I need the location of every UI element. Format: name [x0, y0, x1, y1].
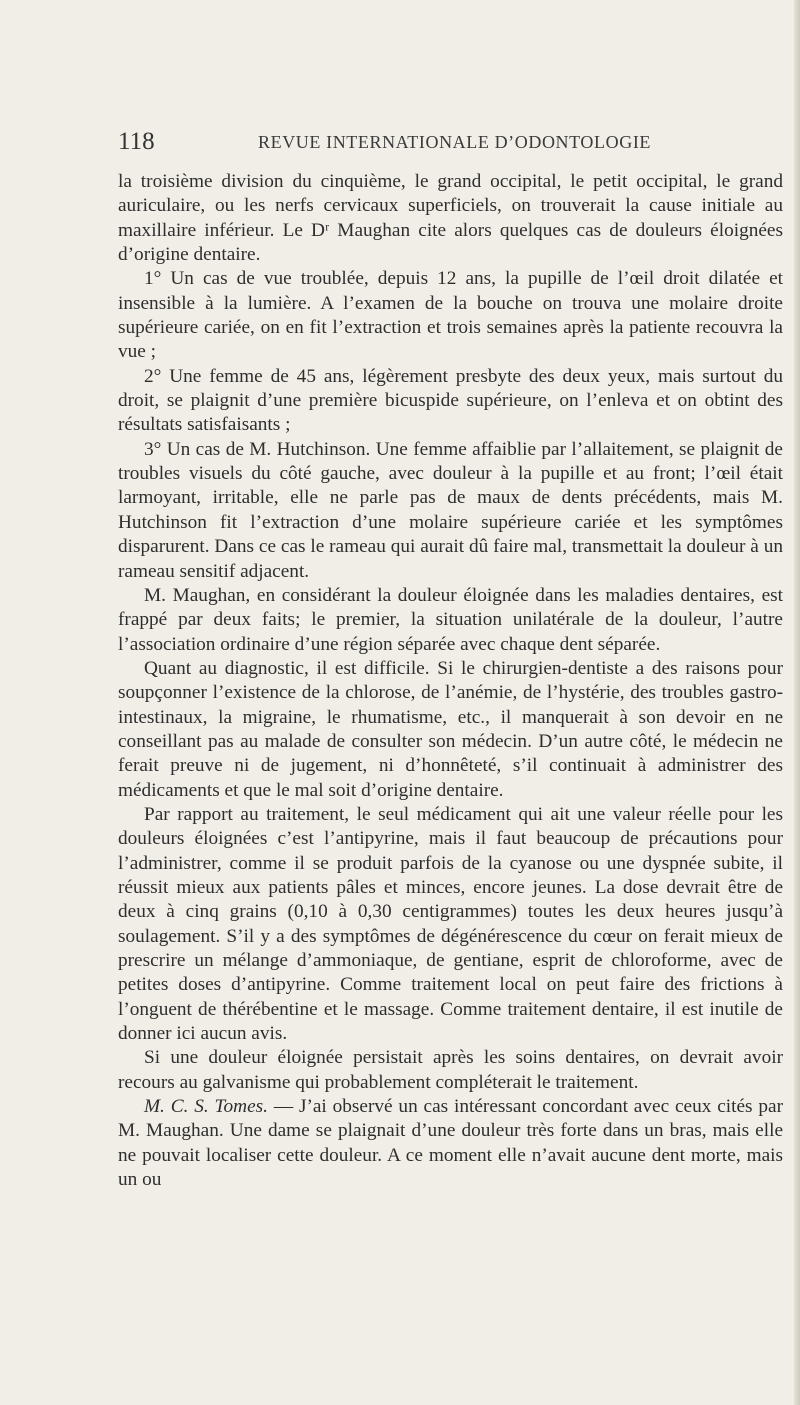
- paragraph: M. Maughan, en considérant la douleur éloignée dans les maladies dentaires, est frappé par deux faits; le premier, la situation unilatérale de la douleur, l’autre l’association ordinaire d’une région séparée avec chaque dent séparée.: [118, 584, 783, 655]
- paragraph: Quant au diagnostic, il est difficile. Si le chirurgien-dentiste a des raisons pour soupçonner l’existence de la chlorose, de l’anémie, de l’hystérie, des troubles gastro-intestinaux, la migraine, le rhumatisme, etc., il manquerait à son devoir en ne conseillant pas au malade de consulter son médecin. D’un autre côté, le médecin ne ferait preuve ni de jugement, ni d’honnêteté, s’il continuait à administrer des médicaments et que le mal soit d’origine dentaire.: [118, 657, 783, 801]
- paragraph: [118, 1095, 783, 1192]
- paragraph: Si une douleur éloignée persistait après les soins dentaires, on devrait avoir recours au galvanisme qui probablement compléterait le traitement.: [118, 1047, 783, 1093]
- page-header: [118, 128, 783, 154]
- paragraph: 2° Une femme de 45 ans, légèrement presbyte des deux yeux, mais surtout du droit, se plaignit d’une première bicuspide supérieure, on l’enleva et on obtint des résultats satisfaisants ;: [118, 365, 783, 436]
- paragraph: 3° Un cas de M. Hutchinson. Une femme affaiblie par l’allaitement, se plaignit de troubles visuels du côté gauche, avec douleur à la pupille et au front; l’œil était larmoyant, irritable, elle ne parle pas de maux de dents précédents, mais M. Hutchinson fit l’extraction d’une molaire supérieure cariée et les symptômes disparurent. Dans ce cas le rameau qui aurait dû faire mal, transmettait la douleur à un rameau sensitif adjacent.: [118, 438, 783, 582]
- paragraph: la troisième division du cinquième, le grand occipital, le petit occipital, le grand auriculaire, ou les nerfs cervicaux superficiels, on trouverait la cause initiale au maxillaire inférieur. Le Dʳ Maughan cite alors quelques cas de douleurs éloignées d’origine dentaire.: [118, 171, 783, 266]
- body-text: [118, 170, 783, 1192]
- paragraph: 1° Un cas de vue troublée, depuis 12 ans, la pupille de l’œil droit dilatée et insensible à la lumière. A l’examen de la bouche on trouva une molaire droite supérieure cariée, on en fit l’extraction et trois semaines après la patiente recouvra la vue ;: [118, 268, 783, 363]
- running-title: REVUE INTERNATIONALE D’ODONTOLOGIE: [258, 132, 652, 152]
- speaker-name: M. C. S. Tomes.: [144, 1096, 268, 1118]
- paragraph-text: — J’ai observé un cas intéressant concordant avec ceux cités par M. Maughan. Une dame se plaignait d’une douleur très forte dans un bras, mais elle ne pouvait localiser cette douleur. A ce moment elle n’avait aucune dent morte, mais un ou: [118, 1096, 784, 1191]
- page-edge: [794, 0, 800, 1405]
- paragraph: Par rapport au traitement, le seul médicament qui ait une valeur réelle pour les douleurs éloignées c’est l’antipyrine, mais il faut beaucoup de précautions pour l’administrer, comme il se produit parfois de la cyanose ou une dyspnée subite, il réussit mieux aux patients pâles et minces, encore jeunes. La dose devrait être de deux à cinq grains (0,10 à 0,30 centigrammes) toutes les deux heures jusqu’à soulagement. S’il y a des symptômes de dégénérescence du cœur on ferait mieux de prescrire un mélange d’ammoniaque, de gentiane, esprit de chloroforme, avec de petites doses d’antipyrine. Comme traitement local on peut faire des frictions à l’onguent de thérébentine et le massage. Comme traitement dentaire, il est inutile de donner ici aucun avis.: [118, 803, 783, 1045]
- page-number: 118: [118, 128, 155, 155]
